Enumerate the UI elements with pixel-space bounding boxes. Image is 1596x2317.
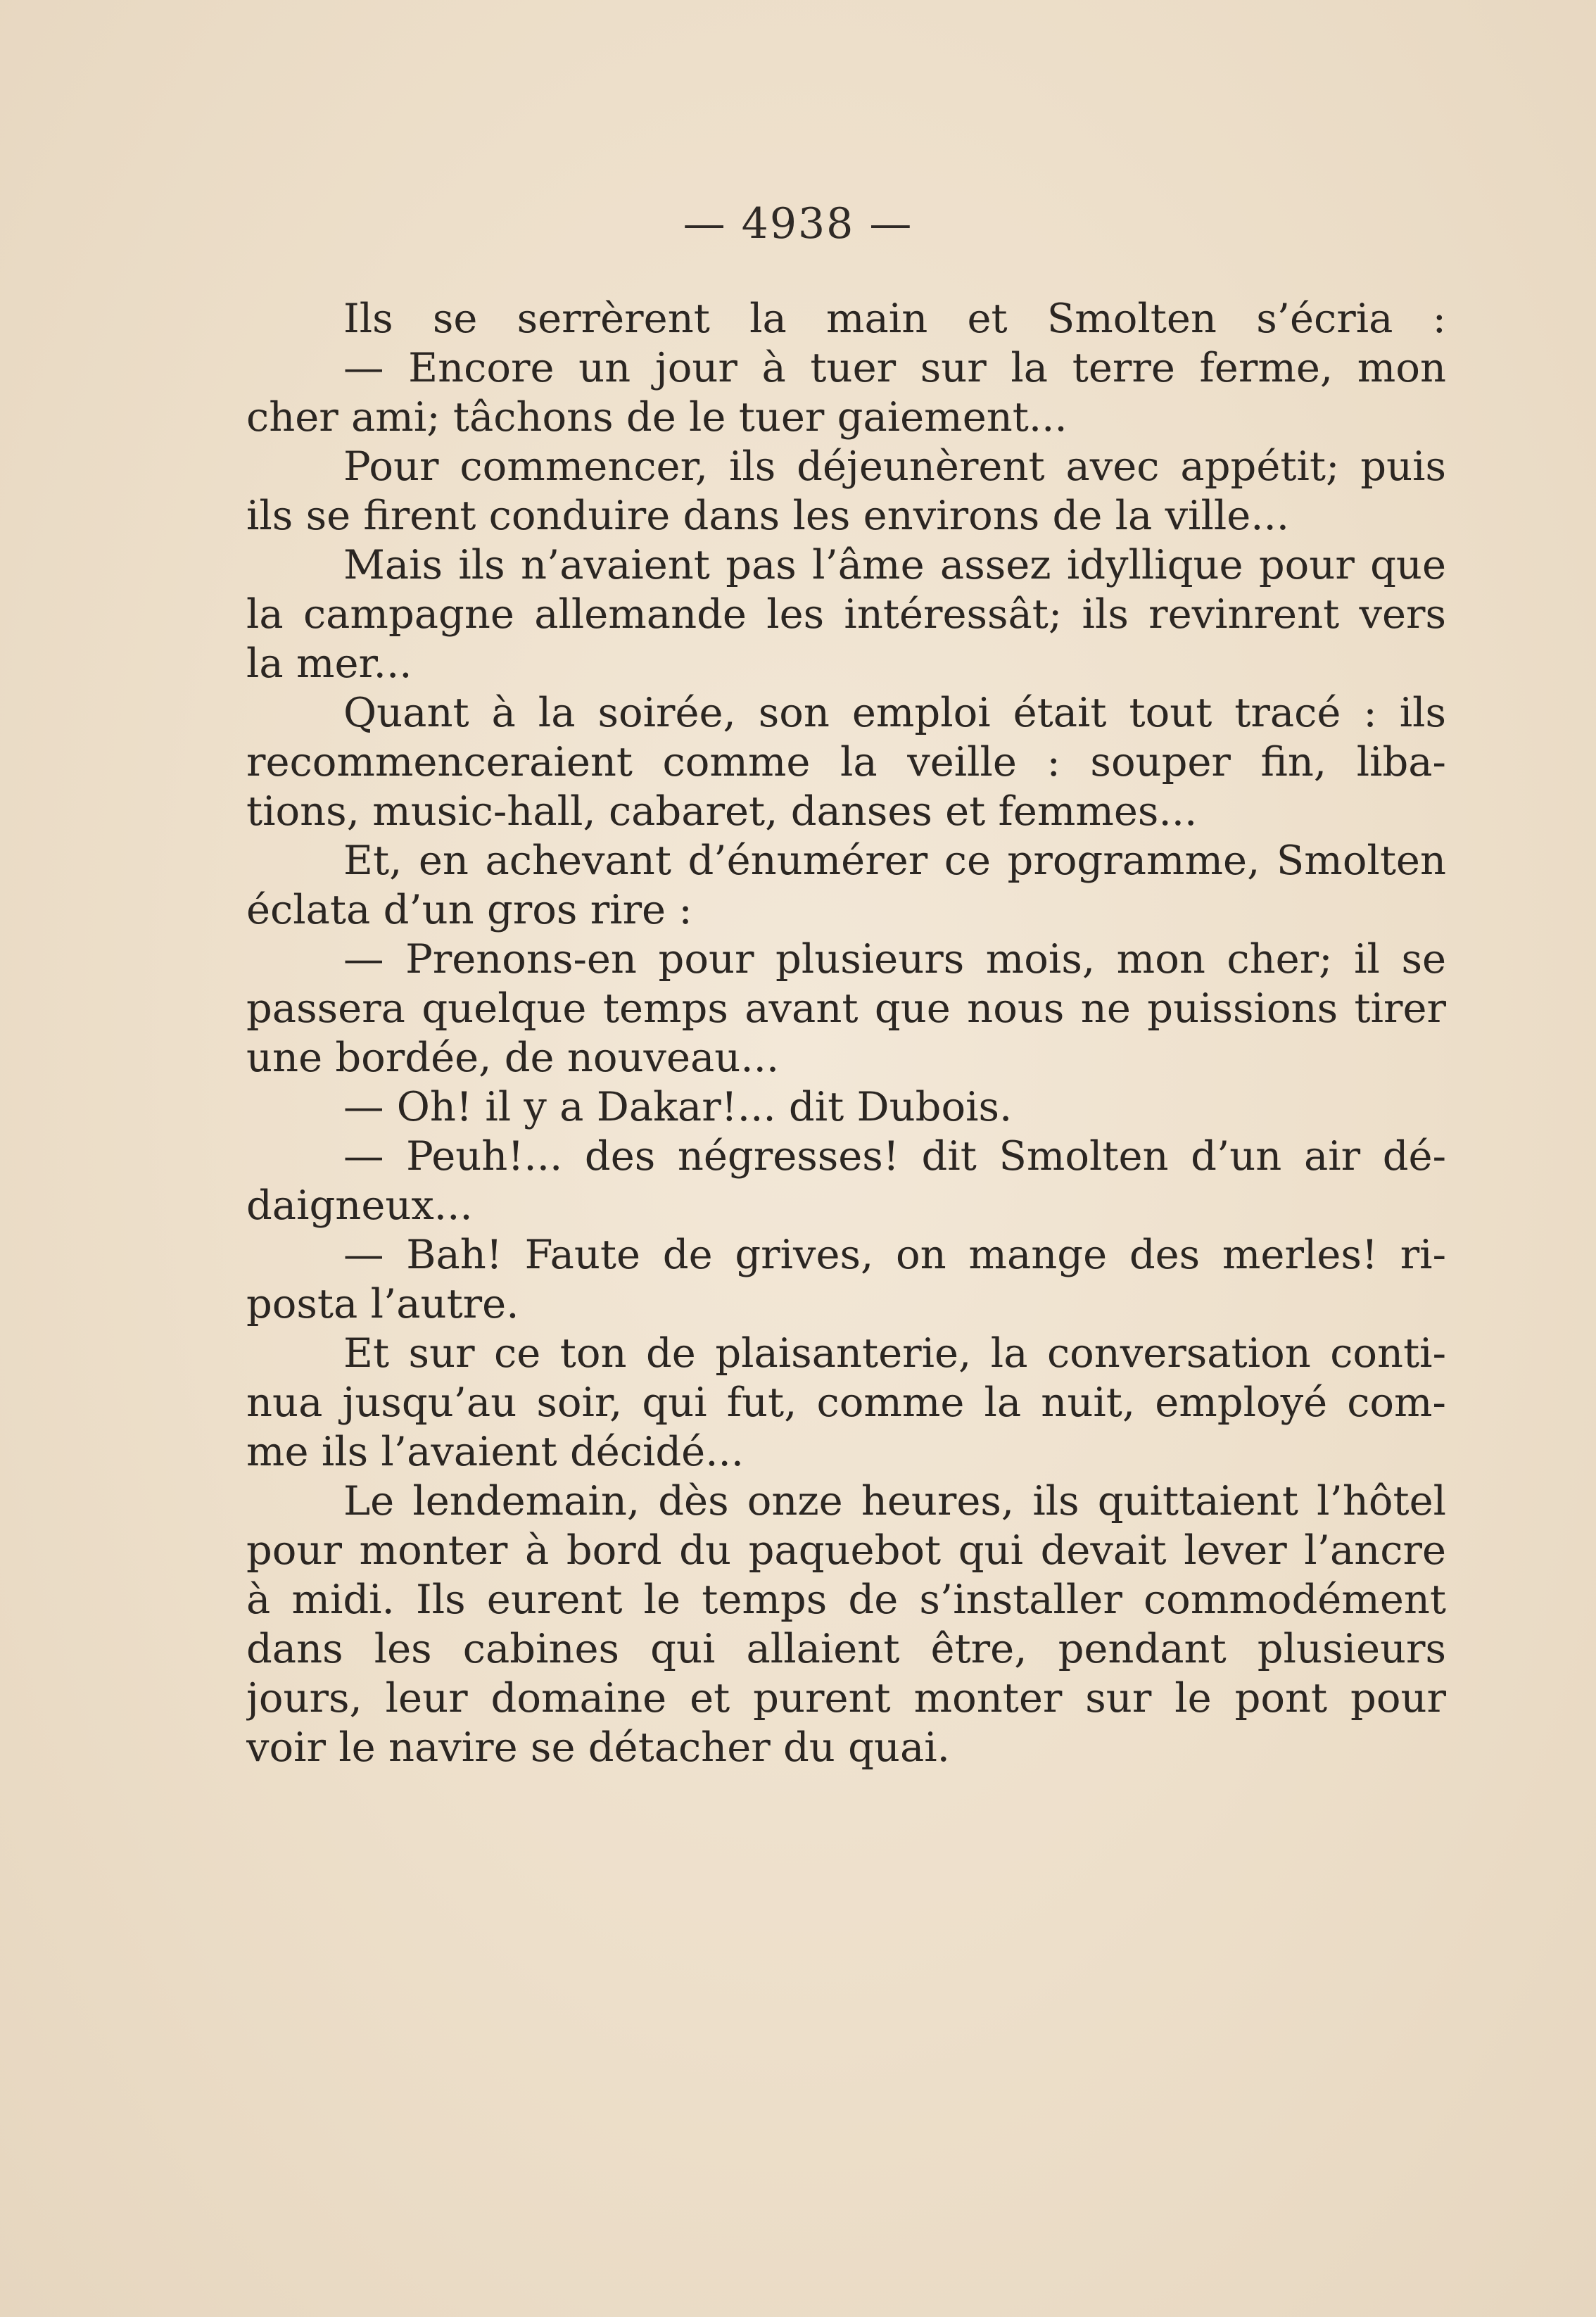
text-line: passera quelque temps avant que nous ne puissions tirer <box>246 985 1446 1032</box>
text-line: jours, leur domaine et purent monter sur le pont pour <box>246 1674 1446 1722</box>
text-line: voir le navire se détacher du quai. <box>246 1724 950 1771</box>
text-line: dans les cabines qui allaient être, pendant plusieurs <box>246 1625 1446 1672</box>
page-number: — 4938 — <box>683 199 913 248</box>
text-line: Le lendemain, dès onze heures, ils quittaient l’hôtel <box>343 1477 1446 1524</box>
text-line: tions, music-hall, cabaret, danses et femmes... <box>246 788 1198 835</box>
text-line: me ils l’avaient décidé... <box>246 1428 745 1475</box>
text-line: Et sur ce ton de plaisanterie, la conversation conti- <box>343 1330 1446 1377</box>
text-line: daigneux... <box>246 1182 473 1229</box>
text-line: ils se firent conduire dans les environs de la ville... <box>246 492 1290 539</box>
text-line: éclata d’un gros rire : <box>246 886 692 933</box>
text-line: la mer... <box>246 640 412 687</box>
text-line: nua jusqu’au soir, qui fut, comme la nuit, employé com- <box>246 1379 1446 1426</box>
text-line: Et, en achevant d’énumérer ce programme, Smolten <box>343 837 1446 884</box>
text-line: à midi. Ils eurent le temps de s’installer commodément <box>246 1576 1446 1623</box>
text-line: recommenceraient comme la veille : souper fin, liba- <box>246 738 1446 785</box>
text-line: — Peuh!... des négresses! dit Smolten d’un air dé- <box>343 1132 1446 1180</box>
text-line: Quant à la soirée, son emploi était tout tracé : ils <box>343 689 1446 736</box>
text-line: Pour commencer, ils déjeunèrent avec appétit; puis <box>343 443 1446 490</box>
text-line: — Encore un jour à tuer sur la terre ferme, mon <box>343 344 1446 391</box>
text-line: — Oh! il y a Dakar!... dit Dubois. <box>343 1083 1013 1130</box>
text-line: — Bah! Faute de grives, on mange des merles! ri- <box>343 1231 1446 1278</box>
text-line: Mais ils n’avaient pas l’âme assez idyllique pour que <box>343 541 1446 588</box>
text-line: Ils se serrèrent la main et Smolten s’écria : <box>343 295 1446 342</box>
text-line: cher ami; tâchons de le tuer gaiement... <box>246 393 1068 441</box>
text-line: la campagne allemande les intéressât; ils revinrent vers <box>246 591 1446 638</box>
body-text <box>246 294 1446 1772</box>
text-line: posta l’autre. <box>246 1280 519 1327</box>
text-line: une bordée, de nouveau... <box>246 1034 780 1081</box>
text-line: pour monter à bord du paquebot qui devait lever l’ancre <box>246 1527 1446 1574</box>
text-line: — Prenons-en pour plusieurs mois, mon cher; il se <box>343 935 1446 983</box>
